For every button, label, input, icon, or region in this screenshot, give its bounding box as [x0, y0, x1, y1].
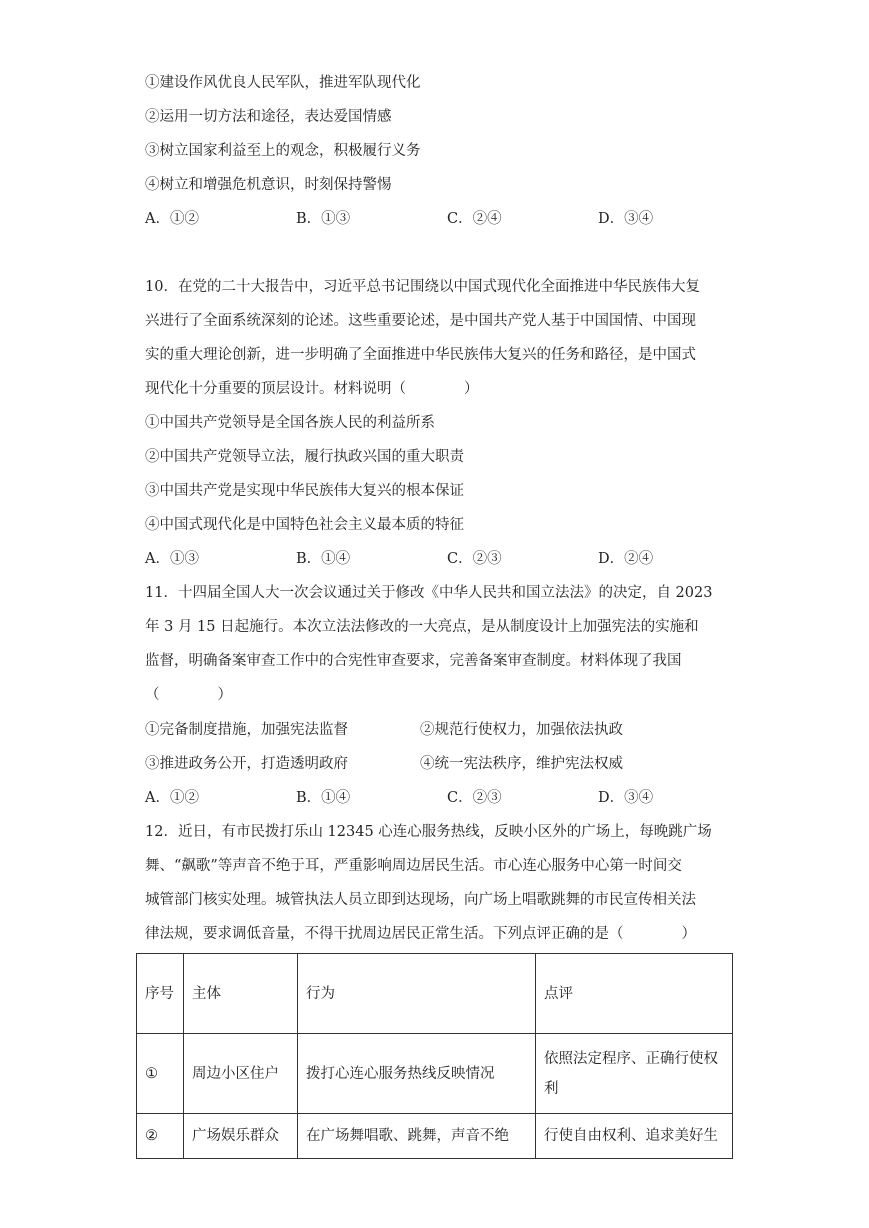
q10-stem-line-3: 实的重大理论创新，进一步明确了全面推进中华民族伟大复兴的任务和路径，是中国式 — [145, 347, 696, 363]
q10-option-b: B．①④ — [296, 551, 351, 567]
cell-behavior: 在广场舞唱歌、跳舞，声音不绝 — [298, 1114, 536, 1159]
q9-option-a: A．①② — [145, 211, 199, 227]
cell-comment: 行使自由权利、追求美好生 — [536, 1114, 733, 1159]
q11-item-2: ②规范行使权力，加强依法执政 — [420, 722, 623, 738]
q11-option-a: A．①② — [145, 790, 199, 806]
cell-subject: 周边小区住户 — [184, 1034, 298, 1114]
cell-index: ① — [137, 1034, 184, 1114]
q11-stem-line-4: （ ） — [145, 687, 232, 703]
q9-item-3: ③树立国家利益至上的观念，积极履行义务 — [145, 143, 421, 159]
comment-table — [136, 953, 733, 1159]
header-comment: 点评 — [536, 954, 733, 1034]
q11-stem-line-2: 年 3 月 15 日起施行。本次立法法修改的一大亮点，是从制度设计上加强宪法的实施和 — [145, 619, 699, 635]
q10-stem-line-2: 兴进行了全面系统深刻的论述。这些重要论述，是中国共产党人基于中国国情、中国现 — [145, 313, 696, 329]
q9-item-2: ②运用一切方法和途径，表达爱国情感 — [145, 109, 392, 125]
q11-option-b: B．①④ — [296, 790, 351, 806]
cell-behavior: 拨打心连心服务热线反映情况 — [298, 1034, 536, 1114]
q10-item-4: ④中国式现代化是中国特色社会主义最本质的特征 — [145, 517, 464, 533]
q9-option-d: D．③④ — [598, 211, 654, 227]
q10-item-1: ①中国共产党领导是全国各族人民的利益所系 — [145, 415, 435, 431]
table-header-row — [137, 954, 733, 1034]
q9-item-1: ①建设作风优良人民军队，推进军队现代化 — [145, 75, 421, 91]
q11-option-c: C．②③ — [447, 790, 502, 806]
q10-option-c: C．②③ — [447, 551, 502, 567]
q12-stem-line-4: 律法规，要求调低音量，不得干扰周边居民正常生活。下列点评正确的是（ ） — [145, 926, 696, 942]
q9-option-c: C．②④ — [447, 211, 502, 227]
q10-option-a: A．①③ — [145, 551, 199, 567]
table-row — [137, 1114, 733, 1159]
q10-item-3: ③中国共产党是实现中华民族伟大复兴的根本保证 — [145, 483, 464, 499]
q12-stem-line-3: 城管部门核实处理。城管执法人员立即到达现场，向广场上唱歌跳舞的市民宣传相关法 — [145, 892, 696, 908]
q9-item-4: ④树立和增强危机意识，时刻保持警惕 — [145, 177, 392, 193]
q12-stem-line-2: 舞、“飙歌”等声音不绝于耳，严重影响周边居民生活。市心连心服务中心第一时间交 — [145, 858, 682, 874]
q10-stem-line-1: 10．在党的二十大报告中，习近平总书记围绕以中国式现代化全面推进中华民族伟大复 — [145, 279, 700, 295]
q10-option-d: D．②④ — [598, 551, 654, 567]
q11-stem-line-3: 监督，明确备案审查工作中的合宪性审查要求，完善备案审查制度。材料体现了我国 — [145, 653, 682, 669]
q11-option-d: D．③④ — [598, 790, 654, 806]
q9-option-b: B．①③ — [296, 211, 351, 227]
header-index: 序号 — [137, 954, 184, 1034]
q10-item-2: ②中国共产党领导立法，履行执政兴国的重大职责 — [145, 449, 464, 465]
table-row — [137, 1034, 733, 1114]
header-subject: 主体 — [184, 954, 298, 1034]
cell-comment: 依照法定程序、正确行使权利 — [536, 1034, 733, 1114]
q11-item-1: ①完备制度措施，加强宪法监督 — [145, 722, 348, 738]
q12-stem-line-1: 12．近日，有市民拨打乐山 12345 心连心服务热线，反映小区外的广场上，每晚跳广场 — [145, 824, 712, 840]
cell-subject: 广场娱乐群众 — [184, 1114, 298, 1159]
q10-stem-line-4: 现代化十分重要的顶层设计。材料说明（ ） — [145, 381, 479, 397]
q11-item-3: ③推进政务公开，打造透明政府 — [145, 756, 348, 772]
cell-index: ② — [137, 1114, 184, 1159]
q11-item-4: ④统一宪法秩序，维护宪法权威 — [420, 756, 623, 772]
q11-stem-line-1: 11．十四届全国人大一次会议通过关于修改《中华人民共和国立法法》的决定，自 2023 — [145, 585, 713, 601]
header-behavior: 行为 — [298, 954, 536, 1034]
